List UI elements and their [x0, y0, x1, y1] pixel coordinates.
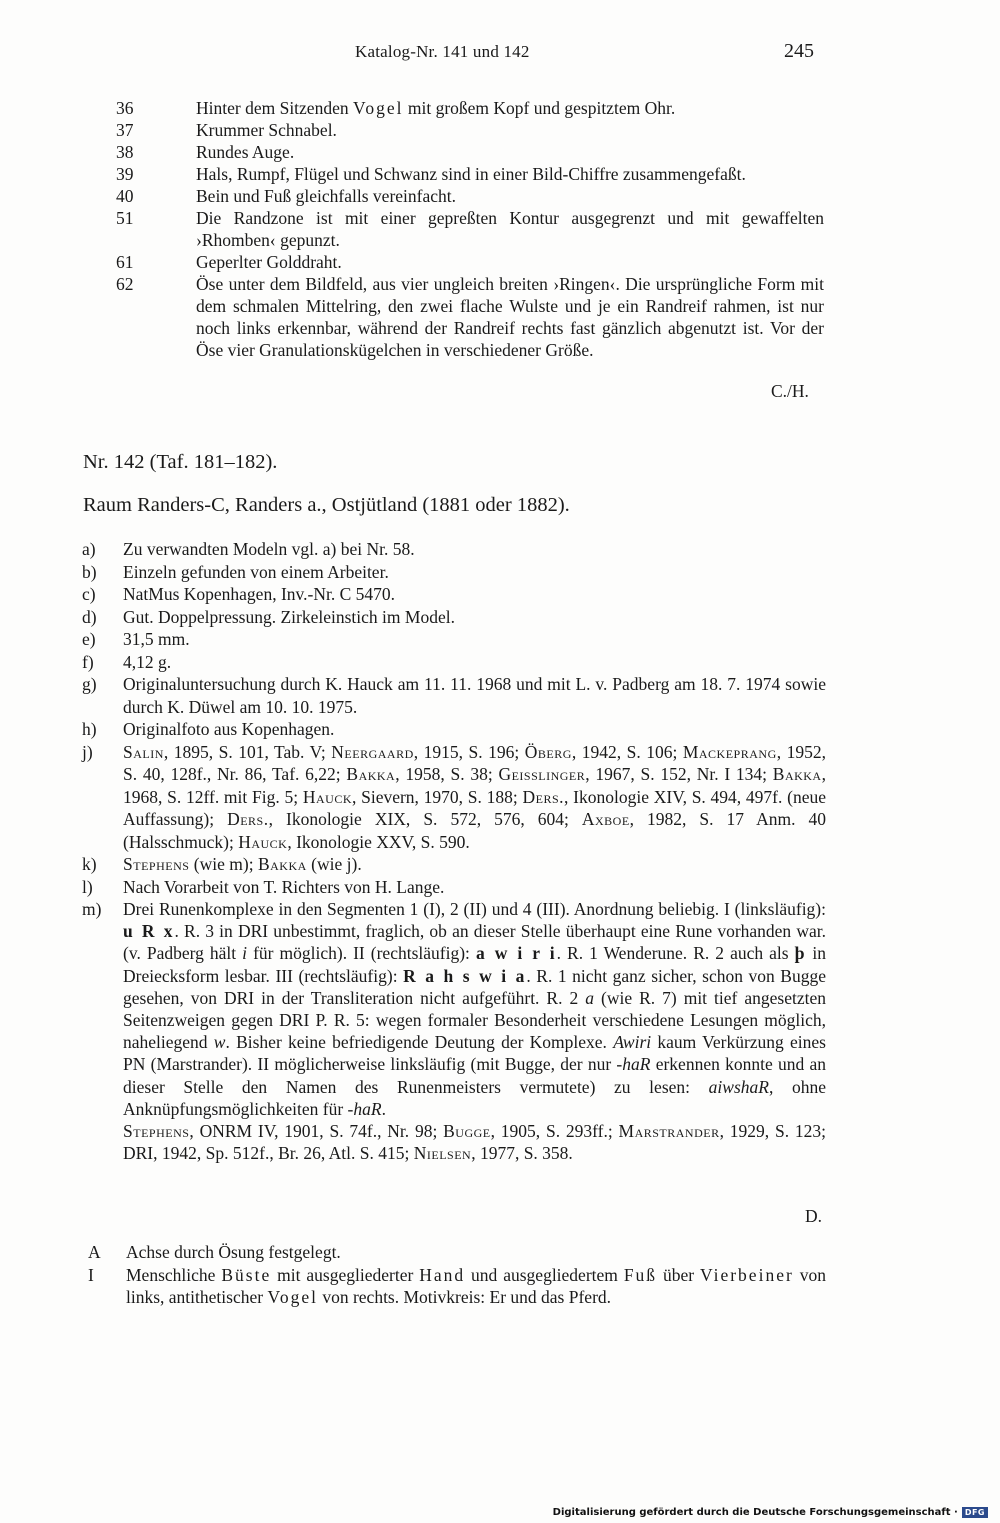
- item-text: NatMus Kopenhagen, Inv.-Nr. C 5470.: [123, 584, 396, 604]
- item-text: Zu verwandten Modeln vgl. a) bei Nr. 58.: [123, 539, 415, 559]
- list-item: [116, 185, 824, 207]
- item-letter: j): [82, 741, 93, 762]
- entry-number-heading: Nr. 142 (Taf. 181–182).: [83, 451, 278, 473]
- item-text: Geperlter Golddraht.: [196, 252, 342, 272]
- item-text: Originaluntersuchung durch K. Hauck am 11. 11. 1968 und mit L. v. Padberg am 18. 7. 1974 sowie durch K. Düwel am 10. 10. 1975.: [123, 674, 826, 717]
- runic-commentary: Drei Runenkomplexe in den Segmenten 1 (I), 2 (II) und 4 (III). Anordnung beliebig. I (linksläufig): u R x. R. 3 in DRI unbestimmt, fraglich, ob an dieser Stelle überhaupt eine Rune vorhanden war. (v. Padberg hält i für möglich). II (rechtsläufig): a w i r i. R. 1 Wenderune. R. 2 auch als þ in Dreiecksform lesbar. III (rechtsläufig): R a h s w i a. R. 1 nicht ganz sicher, schon von Bugge gesehen, von DRI in der Transliteration nicht aufgeführt. R. 2 a (wie R. 7) mit tief angesetzten Seitenzweigen gegen DRI P. R. 5: wegen formaler Besonderheit verschiedene Lesungen möglich, naheliegend w. Bisher keine befriedigende Deutung der Komplexe. Awiri kaum Verkürzung eines PN (Marstrander). II möglicherweise linksläufig (mit Bugge, der nur -haR erkennen konnte und an dieser Stelle den Namen des Runenmeisters vermutete) zu lesen: aiwshaR, ohne Anknüpfungsmöglichkeiten für -haR. Stephens, ONRM IV, 1901, S. 74f., Nr. 98; Bugge, 1905, S. 293ff.; Marstrander, 1929, S. 123; DRI, 1942, Sp. 512f., Br. 26, Atl. S. 415; Nielsen, 1977, S. 358.: [123, 899, 827, 1164]
- entry-place-heading: Raum Randers-C, Randers a., Ostjütland (1881 oder 1882).: [83, 494, 570, 516]
- rune-sequence: a w i r i: [475, 943, 557, 964]
- item-text: Originalfoto aus Kopenhagen.: [123, 719, 335, 739]
- list-item: [82, 718, 826, 741]
- item-text: Gut. Doppelpressung. Zirkeleinstich im Model.: [123, 606, 455, 627]
- item-letter: A: [88, 1242, 101, 1262]
- item-text: Menschliche Büste mit ausgegliederter Hand und ausgegliedertem Fuß über Vierbeiner von links, antithetischer Vogel von rechts. Motivkreis: Er und das Pferd.: [126, 1264, 826, 1307]
- item-number: 40: [116, 186, 134, 206]
- item-letter: g): [82, 674, 97, 694]
- item-number: 62: [116, 274, 134, 294]
- list-item: [82, 583, 826, 606]
- numbered-list: [116, 97, 824, 361]
- list-item: [82, 561, 826, 584]
- list-item: [82, 538, 826, 561]
- list-item: [116, 273, 824, 361]
- dfg-logo: DFG: [962, 1507, 988, 1518]
- rune-sequence: R a h s w i a: [403, 965, 527, 986]
- list-item: [82, 876, 826, 899]
- item-letter: c): [82, 584, 96, 604]
- item-letter: d): [82, 606, 97, 627]
- item-letter: a): [82, 539, 96, 559]
- lettered-list: [82, 538, 826, 1164]
- list-item: [82, 651, 826, 674]
- item-number: 51: [116, 208, 134, 228]
- item-letter: e): [82, 629, 96, 649]
- list-item: [88, 1241, 826, 1264]
- item-letter: h): [82, 719, 97, 739]
- list-item: [82, 853, 826, 876]
- list-item: [82, 628, 826, 651]
- item-text: Nach Vorarbeit von T. Richters von H. Lange.: [123, 876, 445, 897]
- item-text: 31,5 mm.: [123, 629, 190, 649]
- bibliography-text: Salin, 1895, S. 101, Tab. V; Neergaard, 1915, S. 196; Öberg, 1942, S. 106; Mackeprang, 1952, S. 40, 128f., Nr. 86, Taf. 6,22; Bakka, 1958, S. 38; Geisslinger, 1967, S. 152, Nr. I 134; Bakka, 1968, S. 12ff. mit Fig. 5; Hauck, Sievern, 1970, S. 188; Ders., Ikonologie XIV, S. 494, 497f. (neue Auffassung); Ders., Ikonologie XIX, S. 572, 576, 604; Axboe, 1982, S. 17 Anm. 40 (Halsschmuck); Hauck, Ikonologie XXV, S. 590.: [123, 741, 826, 852]
- page-number: 245: [784, 40, 814, 62]
- dfg-footer: [553, 1507, 988, 1518]
- item-text: Krummer Schnabel.: [196, 120, 337, 140]
- running-header: Katalog-Nr. 141 und 142: [355, 42, 530, 61]
- item-text: Stephens (wie m); Bakka (wie j).: [123, 854, 362, 874]
- item-text: Hals, Rumpf, Flügel und Schwanz sind in einer Bild-Chiffre zusammengefaßt.: [196, 164, 746, 184]
- item-text: Einzeln gefunden von einem Arbeiter.: [123, 561, 389, 582]
- item-number: 36: [116, 98, 134, 118]
- item-text: Rundes Auge.: [196, 142, 295, 162]
- item-letter: m): [82, 899, 102, 919]
- item-text: Hinter dem Sitzenden Vogel mit großem Kopf und gespitztem Ohr.: [196, 98, 676, 118]
- item-number: 37: [116, 120, 134, 140]
- item-letter: f): [82, 651, 94, 672]
- item-letter: b): [82, 561, 97, 582]
- list-item: [116, 141, 824, 163]
- item-text: Öse unter dem Bildfeld, aus vier ungleich breiten ›Ringen‹. Die ursprüngliche Form mit dem schmalen Mittelring, den zwei flache Wulste und je ein Randreif rahmen, ist nur noch links erkennbar, während der Randreif rechts fast gänzlich abgenutzt ist. Vor der Öse vier Granulationskügelchen in verschiedener Größe.: [196, 274, 824, 360]
- item-text: Bein und Fuß gleichfalls vereinfacht.: [196, 186, 456, 206]
- list-item: [88, 1264, 826, 1309]
- author-signature: D.: [805, 1206, 823, 1226]
- description-list: [88, 1241, 826, 1309]
- list-item: [82, 673, 826, 718]
- list-item: [116, 163, 824, 185]
- item-letter: k): [82, 854, 97, 874]
- item-text: 4,12 g.: [123, 651, 172, 672]
- item-number: 61: [116, 252, 134, 272]
- author-signature: C./H.: [771, 381, 809, 401]
- item-number: 39: [116, 164, 134, 184]
- item-letter: l): [82, 876, 93, 897]
- footer-text: Digitalisierung gefördert durch die Deutsche Forschungsgemeinschaft ·: [552, 1507, 958, 1518]
- list-item: [116, 97, 824, 119]
- list-item: [116, 207, 824, 251]
- item-letter: I: [88, 1264, 94, 1285]
- list-item: [116, 251, 824, 273]
- item-text: Die Randzone ist mit einer gepreßten Kontur ausgegrenzt und mit gewaffelten ›Rhomben‹ gepunzt.: [196, 208, 824, 250]
- rune-sequence: u R x: [123, 921, 175, 942]
- list-item: [82, 898, 826, 1164]
- item-text: Achse durch Ösung festgelegt.: [126, 1242, 341, 1262]
- item-number: 38: [116, 142, 134, 162]
- list-item: [82, 741, 826, 854]
- list-item: [82, 606, 826, 629]
- runic-references: Stephens, ONRM IV, 1901, S. 74f., Nr. 98; Bugge, 1905, S. 293ff.; Marstrander, 1929, S. 123; DRI, 1942, Sp. 512f., Br. 26, Atl. S. 415; Nielsen, 1977, S. 358.: [123, 1121, 826, 1164]
- list-item: [116, 119, 824, 141]
